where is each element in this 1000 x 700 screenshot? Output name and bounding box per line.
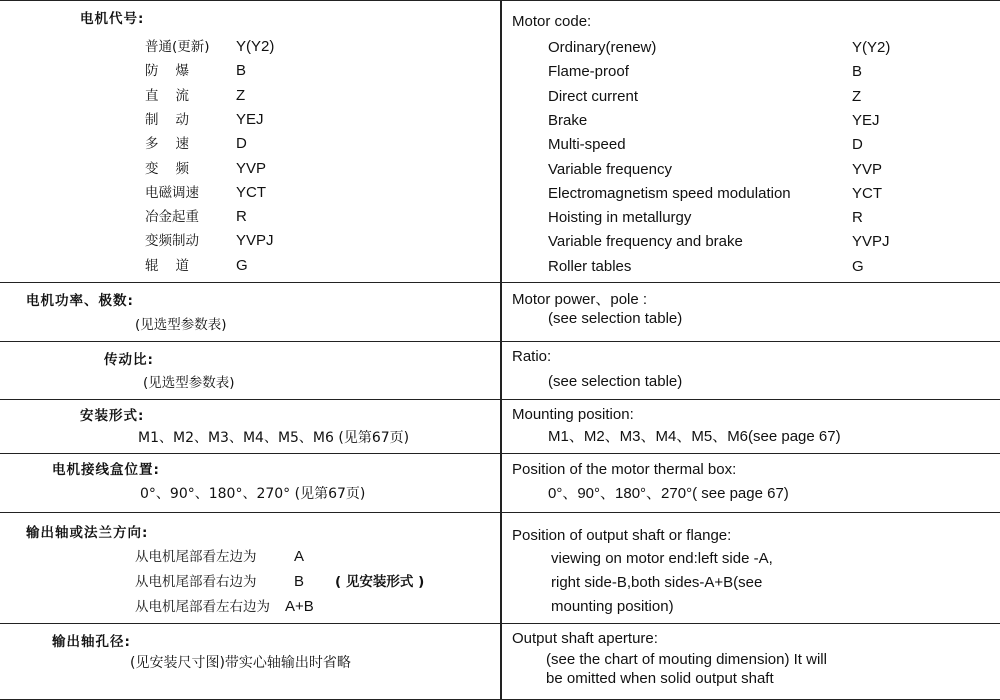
- output-shaft-zh-title: 输出轴或法兰方向:: [26, 525, 149, 541]
- aperture-zh-title: 输出轴孔径:: [52, 634, 131, 650]
- output-shaft-en-title: Position of output shaft or flange:: [512, 527, 732, 544]
- motor-code-zh-label: 防爆: [145, 63, 206, 80]
- ratio-zh-note: (见选型参数表): [143, 375, 235, 391]
- motor-code-en-label: Roller tables: [548, 257, 632, 275]
- output-shaft-zh-code: B: [294, 573, 305, 590]
- motor-code-en-label: Ordinary(renew): [548, 39, 657, 56]
- row-output-shaft: [0, 512, 1000, 623]
- motor-code-en-code: YVPJ: [852, 233, 890, 251]
- motor-code-en-label: Direct current: [548, 87, 639, 105]
- motor-code-en-code: G: [852, 257, 864, 275]
- output-shaft-zh-line: 从电机尾部看右边为: [135, 574, 257, 590]
- motor-code-zh-label: 电磁调速: [145, 184, 199, 201]
- motor-code-en-code: Z: [852, 87, 862, 105]
- motor-code-zh-code: B: [236, 62, 247, 80]
- aperture-en-line: be omitted when solid output shaft: [546, 670, 774, 687]
- output-shaft-en-line: right side-B,both sides-A+B(see: [551, 574, 763, 591]
- thermal-box-en-cell: [501, 454, 1000, 512]
- motor-power-en-note: (see selection table): [548, 310, 683, 327]
- motor-code-en-code: B: [852, 63, 863, 81]
- motor-code-en-label: Hoisting in metallurgy: [548, 209, 692, 227]
- thermal-box-en-title: Position of the motor thermal box:: [512, 461, 737, 478]
- row-motor-power: [0, 282, 1000, 341]
- output-shaft-en-cell: [501, 513, 1000, 623]
- mounting-en-title: Mounting position:: [512, 406, 634, 423]
- motor-code-en-cell: [501, 1, 1000, 282]
- mounting-zh-title: 安装形式:: [80, 408, 145, 424]
- motor-power-en-title: Motor power、pole :: [512, 291, 648, 308]
- output-shaft-zh-code: A+B: [285, 598, 314, 615]
- row-motor-code: [0, 0, 1000, 282]
- motor-code-zh-label: 直流: [145, 87, 206, 104]
- aperture-zh-note: (见安装尺寸图)带实心轴输出时省略: [130, 655, 351, 671]
- row-aperture: [0, 623, 1000, 700]
- aperture-en-line: (see the chart of mouting dimension) It will: [546, 651, 827, 668]
- motor-code-en-label: Variable frequency and brake: [548, 233, 743, 251]
- motor-power-en-cell: [501, 283, 1000, 341]
- row-mounting: [0, 399, 1000, 453]
- output-shaft-zh-line: 从电机尾部看左右边为: [135, 599, 270, 615]
- motor-code-zh-code: YVPJ: [236, 232, 274, 250]
- ratio-en-note: (see selection table): [548, 373, 683, 390]
- motor-power-zh-note: (见选型参数表): [135, 317, 227, 333]
- motor-code-en-label: Brake: [548, 111, 588, 129]
- thermal-box-en-note: 0°、90°、180°、270°( see page 67): [548, 485, 789, 502]
- motor-code-en-code: D: [852, 136, 863, 154]
- output-shaft-zh-line: 从电机尾部看左边为: [135, 549, 257, 565]
- motor-code-zh-label: 变频: [145, 160, 206, 177]
- motor-code-en-title: Motor code:: [512, 13, 592, 30]
- motor-code-en-label: Multi-speed: [548, 136, 626, 154]
- motor-code-zh-label: 多速: [145, 136, 206, 153]
- mounting-zh-cell: [0, 400, 500, 453]
- motor-code-en-code: YEJ: [852, 111, 880, 129]
- aperture-en-title: Output shaft aperture:: [512, 630, 658, 647]
- mounting-en-cell: [501, 400, 1000, 453]
- motor-power-zh-title: 电机功率、极数:: [26, 293, 134, 309]
- motor-code-zh-label: 辊道: [145, 257, 206, 274]
- row-thermal-box: [0, 453, 1000, 512]
- motor-code-en-code: YCT: [852, 184, 882, 202]
- motor-code-en-label: Electromagnetism speed modulation: [548, 184, 791, 202]
- motor-code-zh-code: YVP: [236, 159, 267, 177]
- motor-code-zh-cell: [0, 1, 500, 282]
- ratio-zh-title: 传动比:: [104, 352, 154, 368]
- motor-code-zh-label: 变频制动: [145, 233, 199, 250]
- motor-code-zh-code: YEJ: [236, 110, 264, 128]
- motor-code-zh-code: YCT: [236, 183, 266, 201]
- thermal-box-zh-cell: [0, 454, 500, 512]
- mounting-en-note: M1、M2、M3、M4、M5、M6(see page 67): [548, 428, 841, 445]
- motor-code-en-label: Variable frequency: [548, 160, 672, 178]
- ratio-zh-cell: [0, 342, 500, 399]
- motor-code-zh-code: Y(Y2): [236, 38, 275, 55]
- motor-power-zh-cell: [0, 283, 500, 341]
- aperture-en-cell: [501, 624, 1000, 699]
- ratio-en-title: Ratio:: [512, 348, 552, 365]
- motor-code-zh-code: Z: [236, 86, 246, 104]
- motor-code-en-label: Flame-proof: [548, 63, 629, 81]
- motor-code-zh-title: 电机代号:: [80, 11, 145, 27]
- row-ratio: [0, 341, 1000, 399]
- motor-code-zh-code: D: [236, 135, 247, 153]
- motor-code-zh-code: R: [236, 208, 247, 226]
- motor-code-en-code: Y(Y2): [852, 39, 891, 56]
- output-shaft-zh-code: A: [294, 548, 305, 565]
- output-shaft-en-line: mounting position): [551, 598, 674, 615]
- motor-code-zh-label: 普通(更新): [145, 39, 210, 55]
- output-shaft-zh-extra: ( 见安装形式 ): [335, 574, 425, 590]
- output-shaft-en-line: viewing on motor end:left side -A,: [551, 550, 773, 567]
- ratio-en-cell: [501, 342, 1000, 399]
- aperture-zh-cell: [0, 624, 500, 699]
- output-shaft-zh-cell: [0, 513, 500, 623]
- thermal-box-zh-note: 0°、90°、180°、270° (见第67页): [140, 486, 366, 502]
- motor-code-zh-label: 冶金起重: [145, 209, 199, 226]
- motor-code-en-code: YVP: [852, 160, 883, 178]
- motor-code-zh-code: G: [236, 256, 248, 274]
- motor-code-en-code: R: [852, 209, 863, 227]
- mounting-zh-note: M1、M2、M3、M4、M5、M6 (见第67页): [138, 430, 410, 446]
- motor-code-zh-label: 制动: [145, 111, 206, 128]
- thermal-box-zh-title: 电机接线盒位置:: [52, 462, 160, 478]
